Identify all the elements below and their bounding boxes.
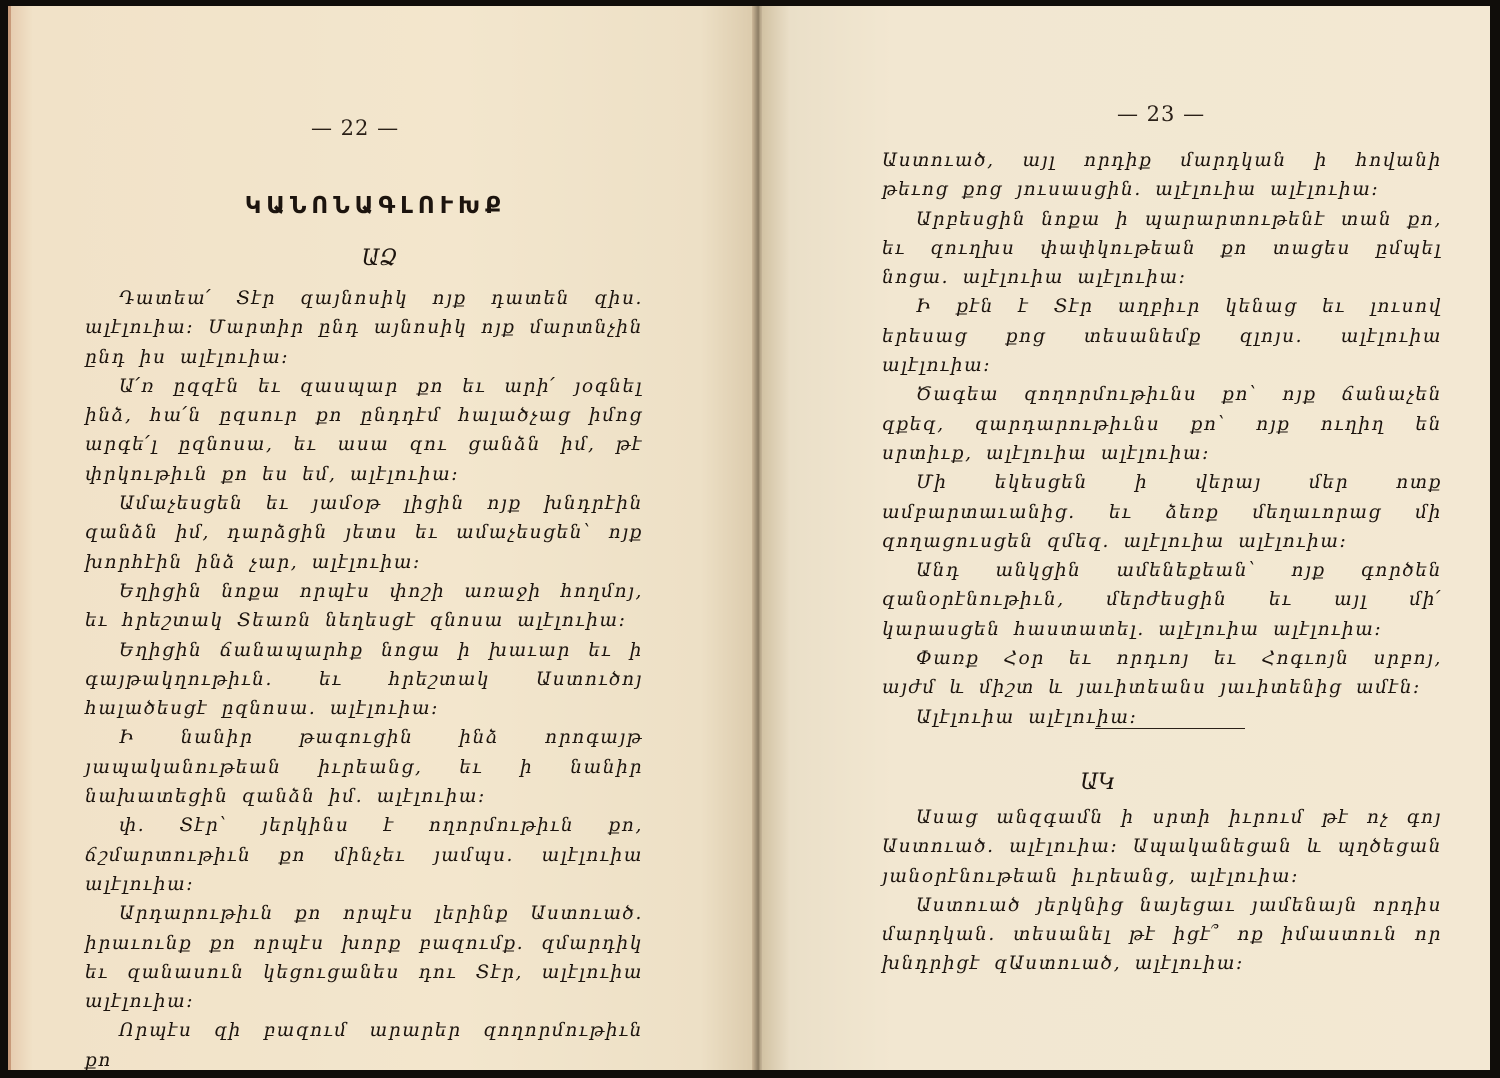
paragraph: Ի քէն է Տէր աղբիւր կենաց եւ լուսով երեսաց քոց տեսանեմք զլոյս. ալէլուիա ալէլուիա: [882,296,1442,377]
paragraph: Ասաց անզգամն ի սրտի իւրում թէ ոչ գոյ Աստուած. ալէլուիա։ Ապականեցան և պղծեցան յանօրէնութեան իւրեանց, ալէլուիա։ [882,807,1442,887]
paragraph: Աստուած յերկնից նայեցաւ յամենայն որդիս մարդկան. տեսանել թէ իցէ՞ ոք իմաստուն որ խնդրիցէ զԱստուած, ալէլուիա։ [882,894,1442,975]
section-number: ԱՁ [361,246,398,271]
chapter-heading: ԿԱՆՈՆԱԳԼՈՒԽՔ [244,193,507,219]
left-body-text [85,284,643,1075]
page-number: — 22 — [311,116,400,140]
paragraph: Ի նանիր թագուցին ինձ որոգայթ յապականութեան իւրեանց, եւ ի նանիր նախատեցին զանձն իմ. ալէլուիա: [85,727,643,808]
section-divider [1095,728,1245,729]
paragraph: Ամաչեսցեն եւ յամօթ լիցին ոյք խնդրէին զանձն իմ, դարձցին յետս եւ ամաչեսցեն՝ ոյք խորհէին ինձ չար, ալէլուիա։ [85,493,643,573]
left-page [8,6,760,1070]
paragraph: Ա՛ռ ըզզէն եւ զասպար քո եւ արի՛ յօգնել ինձ, հա՛ն ըզսուր քո ընդդէմ հալածչաց իմոց արգե՛լ ըզնոսա, եւ ասա զու ցանձն իմ, թէ փրկութիւն քո ես եմ, ալէլուիա։ [85,375,643,485]
paragraph: Ալէլուիա ալէլուիա։ [916,706,1138,728]
paragraph: Ծագեա զողորմութիւնս քո՝ ոյք ճանաչեն զքեզ, զարդարութիւնս քո՝ ոյք ուղիղ են սրտիւք, ալէլուիա ալէլուիա: [882,384,1442,464]
paragraph: Դատեա՛ Տէր զայնոսիկ ոյք դատեն զիս. ալէլուիա: Մարտիր ընդ այնոսիկ ոյք մարտնչին ընդ իս ալէլուիա։ [85,288,643,368]
paragraph: Փառք Հօր եւ որդւոյ եւ Հոգւոյն սրբոյ, այժմ և միշտ և յաւիտեանս յաւիտենից ամէն։ [882,648,1442,699]
right-body-text [882,146,1442,732]
paragraph: Եղիցին նոքա որպէս փոշի առաջի հողմոյ, եւ հրեշտակ Տեառն նեղեսցէ զնոսա ալէլուիա։ [85,580,643,632]
paragraph: Մի եկեսցեն ի վերայ մեր ոտք ամբարտաւանից. եւ ձեռք մեղաւորաց մի զողացուսցեն զմեզ. ալէլուիա ալէլուիա։ [882,472,1442,552]
right-page [762,6,1490,1070]
paragraph: Արբեսցին նոքա ի պարարտութենէ տան քո, եւ զուղխս փափկութեան քո տացես ըմպել նոցա. ալէլուիա ալէլուիա: [882,208,1442,289]
paragraph: Աստուած, այլ որդիք մարդկան ի հովանի թեւոց քոց յուսասցին. ալէլուիա ալէլուիա: [882,150,1442,201]
paragraph: փ. Տէր՝ յերկինս է ողորմութիւն քո, ճշմարտութիւն քո մինչեւ յամպս. ալէլուիա ալէլուիա: [85,815,643,895]
page-number: — 23 — [1117,102,1206,126]
paragraph: Արդարութիւն քո որպէս լերինք Աստուած. իրաւունք քո որպէս խորք բազումք. զմարդիկ եւ զանասուն կեցուցանես դու Տէր, ալէլուիա ալէլուիա: [85,903,643,1013]
section-number: ԱԿ [1080,770,1116,795]
paragraph: Որպէս զի բազում արարեր զողորմութիւն քո [85,1020,643,1071]
paragraph: Անդ անկցին ամենեքեան՝ ոյք գործեն զանօրէնութիւն, մերժեսցին եւ այլ մի՛ կարասցեն հաստատել. ալէլուիա ալէլուիա։ [882,560,1442,640]
paragraph: Եղիցին ճանապարհք նոցա ի խաւար եւ ի գայթակղութիւն. եւ հրեշտակ Աստուծոյ հալածեսցէ ըզնոսա. ալէլուիա: [85,639,643,720]
right-body-text-2 [882,803,1442,979]
